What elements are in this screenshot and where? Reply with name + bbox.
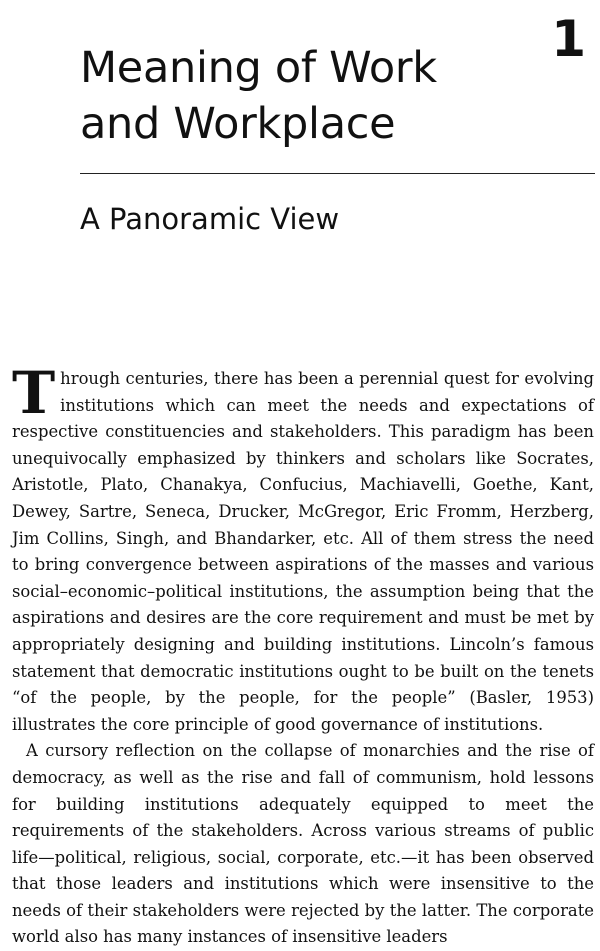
title-divider [80,173,595,174]
body-text [12,359,594,951]
chapter-title-line-2: and Workplace [80,99,396,149]
paragraph-1 [12,359,594,738]
chapter-title-line-1: Meaning of Work [80,43,437,93]
drop-cap: T [12,359,56,427]
paragraph-2: A cursory reflection on the collapse of monarchies and the rise of democracy, as well as the rise and fall of communism, hold lessons for building institutions adequately equipped to meet the requirements of the stakeholders. Across various streams of public life—political, religious, social, corporate, etc.—it has been observed that those leaders and institutions which were insensitive to the needs of their stakeholders were rejected by the latter. The corporate world also has many instances of insensitive leaders [12,741,594,947]
chapter-title [80,40,520,152]
paragraph-1-text: hrough centuries, there has been a perennial quest for evolving institutions which can meet the needs and expectations of respective constituencies and stakeholders. This paradigm has been unequivocally emphasized by thinkers and scholars like Socrates, Aristotle, Plato, Chanakya, Confucius, Machiavelli, Goethe, Kant, Dewey, Sartre, Seneca, Drucker, McGregor, Eric Fromm, Herzberg, Jim Collins, Singh, and Bhandarker, etc. All of them stress the need to bring convergence between aspirations of the masses and various social–economic–political institutions, the assumption being that the aspirations and desires are the core requirement and must be met by appropriately designing and building institutions. Lincoln’s famous statement that democratic institutions ought to be built on the tenets “of the people, by the people, for the people” (Basler, 1953) illustrates the core principle of good governance of institutions. [12,369,594,734]
chapter-subtitle: A Panoramic View [80,202,340,236]
chapter-number: 1 [551,10,586,68]
